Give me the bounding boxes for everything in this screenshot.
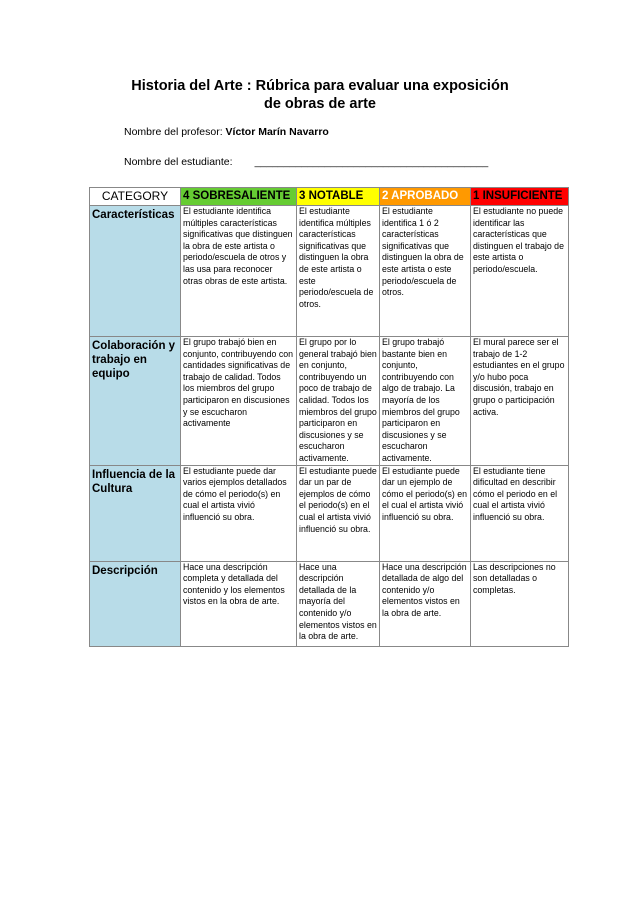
cell-level-4: El grupo trabajó bien en conjunto, contribuyendo con cantidades significativas de trabajo de calidad. Todos los miembros del grupo participaron en discusiones y se escucharon activamente (181, 337, 297, 466)
row-category: Influencia de la Cultura (90, 465, 181, 561)
cell-level-1: El estudiante no puede identificar las características que distinguen el trabajo de este artista o periodo/escuela. (471, 206, 569, 337)
header-level-2: 2 APROBADO (380, 188, 471, 206)
title-line-2: de obras de arte (263, 96, 376, 112)
rubric-table (89, 187, 569, 647)
cell-level-2: El grupo trabajó bastante bien en conjunto, contribuyendo con algo de trabajo. La mayoría de los miembros del grupo participaron en discusiones y se escucharon activamente. (380, 337, 471, 466)
cell-level-2: El estudiante puede dar un ejemplo de cómo el periodo(s) en el cual el artista vivió influenció su obra. (380, 465, 471, 561)
teacher-name: Víctor Marín Navarro (225, 126, 329, 138)
title-line-1: Historia del Arte : Rúbrica para evaluar una exposición (131, 78, 509, 94)
teacher-label: Nombre del profesor: (124, 126, 226, 138)
cell-level-3: El estudiante identifica múltiples características significativas que distinguen la obra de este artista o este periodo/escuela de otros. (297, 206, 380, 337)
teacher-line (124, 126, 329, 138)
cell-level-3: Hace una descripción detallada de la mayoría del contenido y/o elementos vistos en la obra de arte. (297, 561, 380, 646)
header-row (90, 188, 569, 206)
row-colaboracion (90, 337, 569, 466)
row-influencia (90, 465, 569, 561)
row-descripcion (90, 561, 569, 646)
cell-level-1: El estudiante tiene dificultad en describir cómo el periodo en el cual el artista vivió influenció su obra. (471, 465, 569, 561)
row-category: Características (90, 206, 181, 337)
student-label: Nombre del estudiante: (124, 156, 233, 168)
row-category: Descripción (90, 561, 181, 646)
document-title (110, 77, 530, 113)
header-level-3: 3 NOTABLE (297, 188, 380, 206)
header-category: CATEGORY (90, 188, 181, 206)
cell-level-3: El estudiante puede dar un par de ejemplos de cómo el periodo(s) en el cual el artista vivió influenció su obra. (297, 465, 380, 561)
cell-level-3: El grupo por lo general trabajó bien en conjunto, contribuyendo un poco de trabajo de calidad. Todos los miembros del grupo participaron en discusiones y se escucharon activamente. (297, 337, 380, 466)
cell-level-1: El mural parece ser el trabajo de 1-2 estudiantes en el grupo y/o hubo poca discusión, trabajo en grupo o participación activa. (471, 337, 569, 466)
header-level-1: 1 INSUFICIENTE (471, 188, 569, 206)
cell-level-4: El estudiante identifica múltiples características significativas que distinguen la obra de este artista o periodo/escuela de otros y las usa para reconocer otras obras de este artista. (181, 206, 297, 337)
cell-level-4: Hace una descripción completa y detallada del contenido y los elementos vistos en la obra de arte. (181, 561, 297, 646)
cell-level-4: El estudiante puede dar varios ejemplos detallados de cómo el periodo(s) en cual el artista vivió influenció su obra. (181, 465, 297, 561)
row-category: Colaboración y trabajo en equipo (90, 337, 181, 466)
student-name-blank: ________________________________________ (254, 156, 489, 168)
cell-level-2: El estudiante identifica 1 ó 2 características significativas que distinguen la obra de este artista o este periodo/escuela de otros. (380, 206, 471, 337)
cell-level-1: Las descripciones no son detalladas o completas. (471, 561, 569, 646)
cell-level-2: Hace una descripción detallada de algo del contenido y/o elementos vistos en la obra de arte. (380, 561, 471, 646)
student-line (124, 156, 488, 168)
header-level-4: 4 SOBRESALIENTE (181, 188, 297, 206)
row-caracteristicas (90, 206, 569, 337)
